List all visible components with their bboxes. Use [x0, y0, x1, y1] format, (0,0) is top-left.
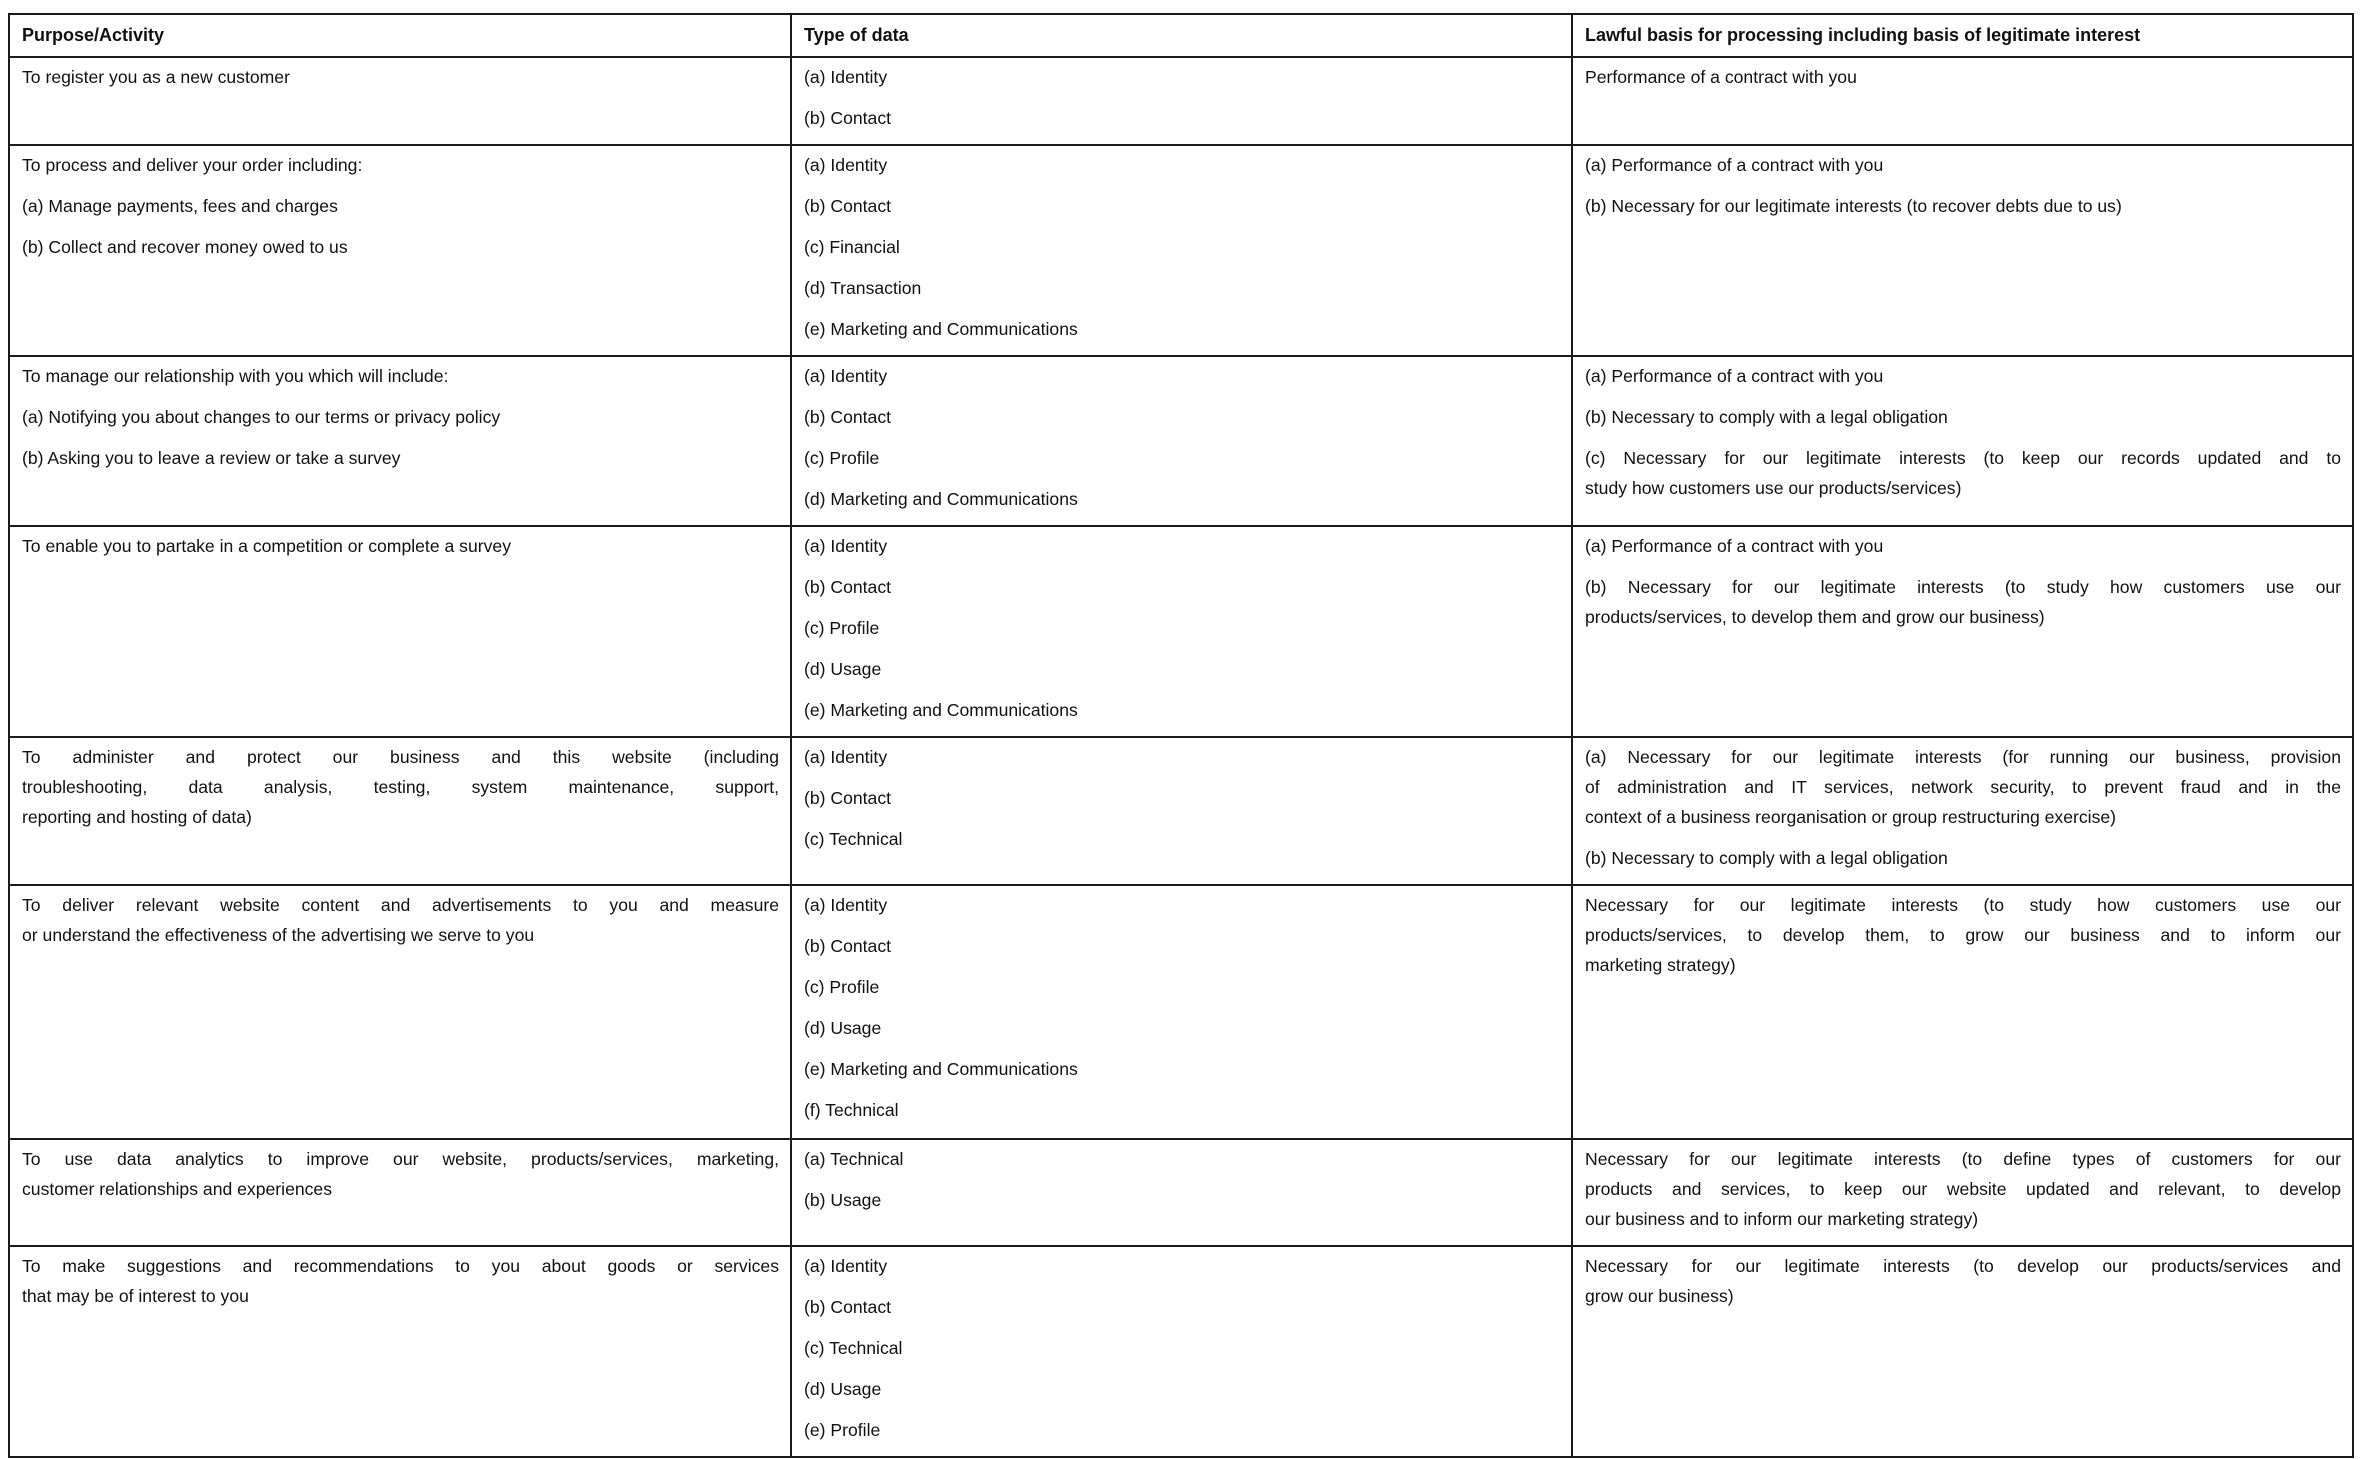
data-type-label: (b) Contact [804, 407, 892, 427]
data-type-item [804, 1333, 1560, 1363]
cell-text-line: To enable you to partake in a competition or complete a survey [22, 536, 511, 556]
data-type-item [804, 824, 1560, 854]
cell-text-line: study how customers use our products/services) [1585, 478, 1962, 498]
cell-text-line: (a) Performance of a contract with you [1585, 536, 1884, 556]
cell-paragraph [22, 232, 779, 262]
data-type-item [804, 654, 1560, 684]
data-type-item [804, 531, 1560, 561]
data-type-label: (c) Profile [804, 977, 880, 997]
data-type-item [804, 484, 1560, 514]
data-type-item [804, 1095, 1560, 1125]
data-type-label: (a) Identity [804, 1256, 888, 1276]
data-type-label: (b) Contact [804, 936, 892, 956]
cell-text-line: To process and deliver your order including: [22, 155, 363, 175]
cell-text-line: our business and to inform our marketing strategy) [1585, 1209, 1979, 1229]
data-type-label: (c) Technical [804, 1338, 903, 1358]
data-type-item [804, 191, 1560, 221]
lawful-basis-cell [1572, 885, 2353, 1139]
data-type-item [804, 572, 1560, 602]
cell-paragraph [22, 62, 779, 92]
cell-text-line: (b) Necessary for our legitimate interests (to recover debts due to us) [1585, 196, 2122, 216]
data-type-label: (c) Profile [804, 618, 880, 638]
table-row [9, 1246, 2353, 1457]
cell-paragraph [1585, 361, 2341, 391]
data-type-label: (a) Identity [804, 895, 888, 915]
cell-text-line: products/services, to develop them and grow our business) [1585, 607, 2045, 627]
data-type-label: (a) Identity [804, 155, 888, 175]
cell-text-line: (a) Performance of a contract with you [1585, 366, 1884, 386]
cell-paragraph [22, 531, 779, 561]
data-type-item [804, 1374, 1560, 1404]
data-type-label: (a) Identity [804, 67, 888, 87]
cell-text-line: troubleshooting, data analysis, testing, system maintenance, support, [22, 777, 779, 797]
cell-paragraph [22, 742, 779, 832]
cell-text-line: products/services, to develop them, to grow our business and to inform our [1585, 925, 2341, 945]
cell-text-line: (b) Asking you to leave a review or take a survey [22, 448, 401, 468]
data-type-label: (c) Profile [804, 448, 880, 468]
header-purpose-activity: Purpose/Activity [9, 14, 791, 57]
data-type-label: (c) Technical [804, 829, 903, 849]
cell-paragraph [1585, 150, 2341, 180]
cell-paragraph [22, 443, 779, 473]
data-type-item [804, 62, 1560, 92]
data-type-label: (e) Marketing and Communications [804, 319, 1078, 339]
cell-text-line: Necessary for our legitimate interests (to define types of customers for our [1585, 1149, 2341, 1169]
data-type-label: (a) Identity [804, 536, 888, 556]
cell-text-line: Performance of a contract with you [1585, 67, 1857, 87]
data-type-label: (e) Marketing and Communications [804, 700, 1078, 720]
cell-text-line: To use data analytics to improve our website, products/services, marketing, [22, 1149, 779, 1169]
cell-paragraph [22, 890, 779, 950]
lawful-basis-cell [1572, 1246, 2353, 1457]
data-type-item [804, 1415, 1560, 1445]
cell-text-line: (b) Necessary to comply with a legal obligation [1585, 407, 1948, 427]
purpose-cell [9, 737, 791, 885]
data-type-cell [791, 885, 1572, 1139]
cell-text-line: To manage our relationship with you which will include: [22, 366, 449, 386]
cell-text-line: (a) Performance of a contract with you [1585, 155, 1884, 175]
data-type-label: (b) Usage [804, 1190, 882, 1210]
lawful-basis-cell [1572, 145, 2353, 356]
cell-text-line: To administer and protect our business and this website (including [22, 747, 779, 767]
cell-text-line: that may be of interest to you [22, 1286, 249, 1306]
table-row [9, 1139, 2353, 1246]
lawful-basis-table [8, 13, 2354, 1458]
cell-text-line: or understand the effectiveness of the advertising we serve to you [22, 925, 535, 945]
data-type-item [804, 361, 1560, 391]
data-type-item [804, 103, 1560, 133]
cell-text-line: (a) Manage payments, fees and charges [22, 196, 338, 216]
cell-text-line: (c) Necessary for our legitimate interests (to keep our records updated and to [1585, 448, 2341, 468]
cell-text-line: (b) Necessary to comply with a legal obligation [1585, 848, 1948, 868]
data-type-item [804, 972, 1560, 1002]
table-header-row [9, 14, 2353, 57]
table-row [9, 737, 2353, 885]
data-type-label: (b) Contact [804, 1297, 892, 1317]
purpose-cell [9, 526, 791, 737]
cell-paragraph [1585, 191, 2341, 221]
data-type-label: (b) Contact [804, 577, 892, 597]
data-type-label: (d) Usage [804, 1018, 882, 1038]
cell-text-line: reporting and hosting of data) [22, 807, 252, 827]
cell-text-line: (b) Collect and recover money owed to us [22, 237, 348, 257]
data-type-label: (e) Profile [804, 1420, 881, 1440]
cell-text-line: customer relationships and experiences [22, 1179, 333, 1199]
data-type-item [804, 314, 1560, 344]
cell-text-line: To make suggestions and recommendations to you about goods or services [22, 1256, 779, 1276]
cell-paragraph [1585, 531, 2341, 561]
data-type-label: (d) Usage [804, 1379, 882, 1399]
data-type-item [804, 1054, 1560, 1084]
data-type-item [804, 150, 1560, 180]
cell-text-line: (a) Notifying you about changes to our terms or privacy policy [22, 407, 501, 427]
data-type-item [804, 1013, 1560, 1043]
data-type-item [804, 1292, 1560, 1322]
table-row [9, 885, 2353, 1139]
data-type-cell [791, 356, 1572, 526]
data-type-item [804, 402, 1560, 432]
data-type-item [804, 1185, 1560, 1215]
table-row [9, 526, 2353, 737]
cell-text-line: marketing strategy) [1585, 955, 1736, 975]
data-type-item [804, 1144, 1560, 1174]
cell-text-line: Necessary for our legitimate interests (to develop our products/services and [1585, 1256, 2341, 1276]
cell-paragraph [1585, 402, 2341, 432]
data-type-cell [791, 145, 1572, 356]
purpose-cell [9, 1139, 791, 1246]
cell-paragraph [1585, 1144, 2341, 1234]
cell-text-line: context of a business reorganisation or group restructuring exercise) [1585, 807, 2117, 827]
purpose-cell [9, 145, 791, 356]
data-type-item [804, 613, 1560, 643]
data-type-item [804, 742, 1560, 772]
data-type-item [804, 931, 1560, 961]
data-type-label: (b) Contact [804, 108, 892, 128]
cell-paragraph [22, 1144, 779, 1204]
cell-paragraph [22, 402, 779, 432]
data-type-label: (d) Transaction [804, 278, 922, 298]
data-type-label: (d) Usage [804, 659, 882, 679]
header-lawful-basis: Lawful basis for processing including basis of legitimate interest [1572, 14, 2353, 57]
purpose-cell [9, 1246, 791, 1457]
data-type-label: (a) Identity [804, 366, 888, 386]
purpose-cell [9, 885, 791, 1139]
cell-paragraph [22, 361, 779, 391]
data-type-label: (d) Marketing and Communications [804, 489, 1078, 509]
cell-paragraph [22, 191, 779, 221]
data-type-label: (a) Technical [804, 1149, 904, 1169]
data-type-label: (a) Identity [804, 747, 888, 767]
table-row [9, 57, 2353, 145]
purpose-cell [9, 356, 791, 526]
purpose-cell [9, 57, 791, 145]
cell-text-line: (b) Necessary for our legitimate interests (to study how customers use our [1585, 577, 2341, 597]
cell-text-line: grow our business) [1585, 1286, 1734, 1306]
data-type-item [804, 890, 1560, 920]
lawful-basis-cell [1572, 57, 2353, 145]
data-type-cell [791, 737, 1572, 885]
cell-text-line: To register you as a new customer [22, 67, 290, 87]
data-type-cell [791, 1139, 1572, 1246]
data-type-cell [791, 57, 1572, 145]
cell-text-line: Necessary for our legitimate interests (to study how customers use our [1585, 895, 2341, 915]
cell-paragraph [1585, 572, 2341, 632]
table-row [9, 145, 2353, 356]
data-type-label: (b) Contact [804, 788, 892, 808]
cell-paragraph [1585, 890, 2341, 980]
data-type-item [804, 783, 1560, 813]
cell-paragraph [1585, 742, 2341, 832]
data-type-label: (b) Contact [804, 196, 892, 216]
cell-paragraph [1585, 1251, 2341, 1311]
lawful-basis-cell [1572, 526, 2353, 737]
data-type-label: (e) Marketing and Communications [804, 1059, 1078, 1079]
data-type-label: (c) Financial [804, 237, 900, 257]
data-type-item [804, 1251, 1560, 1281]
data-type-label: (f) Technical [804, 1100, 899, 1120]
header-type-of-data: Type of data [791, 14, 1572, 57]
cell-paragraph [22, 1251, 779, 1311]
cell-paragraph [1585, 843, 2341, 873]
data-type-item [804, 443, 1560, 473]
data-type-item [804, 695, 1560, 725]
cell-text-line: (a) Necessary for our legitimate interests (for running our business, provision [1585, 747, 2341, 767]
data-type-item [804, 232, 1560, 262]
cell-text-line: To deliver relevant website content and advertisements to you and measure [22, 895, 779, 915]
cell-paragraph [1585, 443, 2341, 503]
table-body [9, 57, 2353, 1457]
lawful-basis-cell [1572, 737, 2353, 885]
cell-paragraph [1585, 62, 2341, 92]
cell-text-line: products and services, to keep our website updated and relevant, to develop [1585, 1179, 2341, 1199]
data-type-cell [791, 1246, 1572, 1457]
cell-paragraph [22, 150, 779, 180]
lawful-basis-cell [1572, 1139, 2353, 1246]
data-type-item [804, 273, 1560, 303]
data-type-cell [791, 526, 1572, 737]
table-row [9, 356, 2353, 526]
cell-text-line: of administration and IT services, network security, to prevent fraud and in the [1585, 777, 2341, 797]
lawful-basis-cell [1572, 356, 2353, 526]
